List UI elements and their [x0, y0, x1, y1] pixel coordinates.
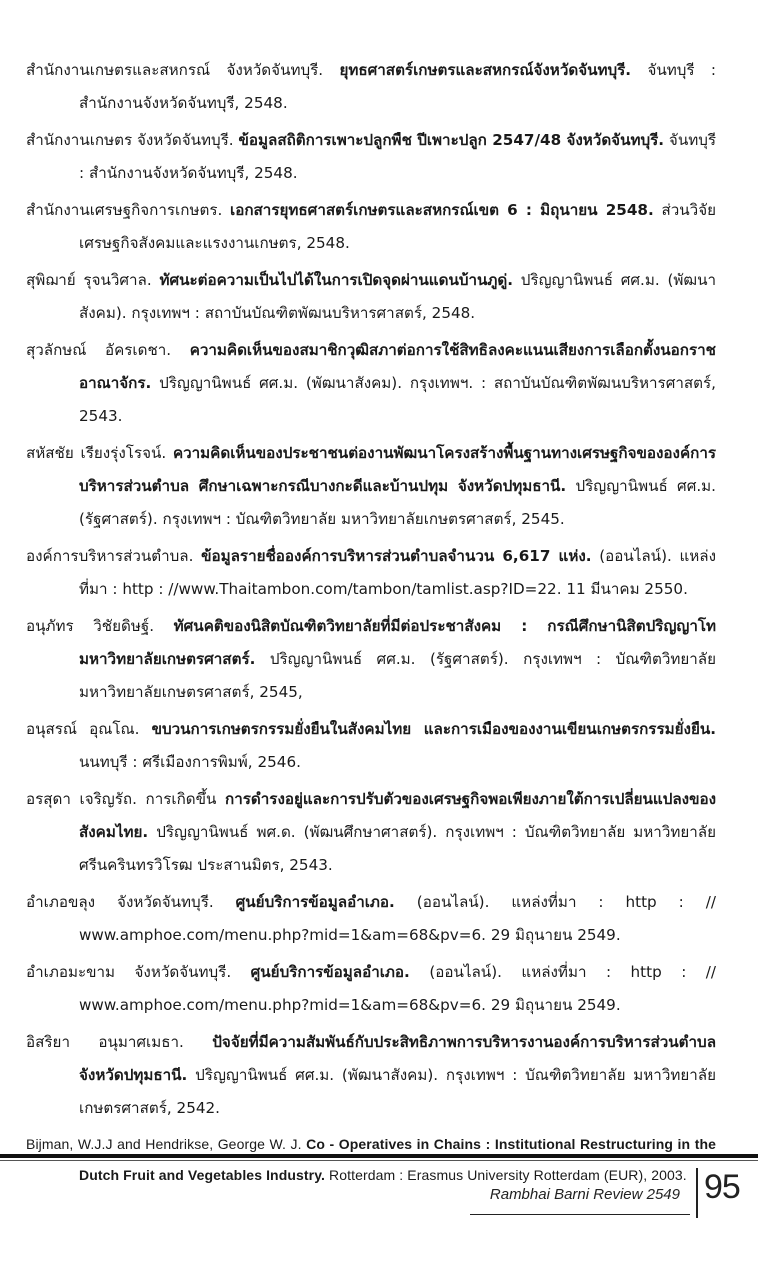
reference-entry: [26, 1026, 716, 1125]
reference-entry: [26, 334, 716, 433]
reference-details: ปริญญานิพนธ์ พศ.ด. (พัฒนศึกษาศาสตร์). กรุงเทพฯ : บัณฑิตวิทยาลัย มหาวิทยาลัยศรีนครินทรวิโรฒ ประสานมิตร, 2543.: [79, 823, 716, 874]
reference-title: การดำรงอยู่และการปรับตัวของเศรษฐกิจพอเพียงภายใต้การเปลี่ยนแปลงของสังคมไทย.: [79, 790, 716, 841]
reference-title: เอกสารยุทธศาสตร์เกษตรและสหกรณ์เขต 6 : มิถุนายน 2548.: [230, 201, 654, 219]
reference-entry: [26, 124, 716, 190]
reference-title: ศูนย์บริการข้อมูลอำเภอ.: [250, 963, 410, 981]
reference-title: ปัจจัยที่มีความสัมพันธ์กับประสิทธิภาพการบริหารงานองค์การบริหารส่วนตำบล จังหวัดปทุมธานี.: [79, 1033, 716, 1084]
reference-author: Bijman, W.J.J and Hendrikse, George W. J.: [26, 1136, 302, 1152]
reference-list: [26, 54, 716, 1195]
reference-author: สำนักงานเกษตร จังหวัดจันทบุรี.: [26, 131, 234, 149]
reference-title: ทัศนะต่อความเป็นไปได้ในการเปิดจุดผ่านแดนบ้านภูดู่.: [159, 271, 514, 289]
journal-title: Rambhai Barni Review 2549: [489, 1186, 680, 1203]
reference-details: ปริญญานิพนธ์ ศศ.ม. (รัฐศาสตร์). กรุงเทพฯ : บัณฑิตวิทยาลัย มหาวิทยาลัยเกษตรศาสตร์, 2545,: [79, 650, 717, 701]
reference-title: ข้อมูลรายชื่อองค์การบริหารส่วนตำบลจำนวน 6,617 แห่ง.: [201, 547, 592, 565]
reference-details: นนทบุรี : ศรีเมืองการพิมพ์, 2546.: [79, 753, 301, 771]
reference-entry: [26, 713, 716, 779]
reference-details: จันทบุรี : สำนักงานจังหวัดจันทบุรี, 2548.: [79, 61, 716, 112]
reference-title: ยุทธศาสตร์เกษตรและสหกรณ์จังหวัดจันทบุรี.: [339, 61, 632, 79]
reference-author: อนุภัทร วิชัยดิษฐ์.: [26, 617, 155, 635]
reference-details: Rotterdam : Erasmus University Rotterdam (EUR), 2003.: [329, 1167, 687, 1183]
reference-entry: [26, 783, 716, 882]
reference-entry: [26, 540, 716, 606]
reference-entry: [26, 194, 716, 260]
reference-author: สุพิฌาย์ รุจนวิศาล.: [26, 271, 152, 289]
footer-divider-thick: [0, 1154, 758, 1158]
reference-author: อรสุดา เจริญรัถ. การเกิดขึ้น: [26, 790, 217, 808]
reference-author: สำนักงานเกษตรและสหกรณ์ จังหวัดจันทบุรี.: [26, 61, 324, 79]
reference-title: Co - Operatives in Chains : Institutional Restructuring in the Dutch Fruit and Vegetables Industry.: [79, 1136, 716, 1183]
journal-underline: [470, 1214, 690, 1215]
reference-author: อำเภอขลุง จังหวัดจันทบุรี.: [26, 893, 214, 911]
page-number-separator: [696, 1168, 698, 1218]
reference-entry: [26, 437, 716, 536]
reference-title: ความคิดเห็นของสมาชิกวุฒิสภาต่อการใช้สิทธิลงคะแนนเสียงการเลือกตั้งนอกราชอาณาจักร.: [79, 341, 716, 392]
reference-entry: [26, 264, 716, 330]
reference-author: อนุสรณ์ อุณโณ.: [26, 720, 140, 738]
reference-title: ขบวนการเกษตรกรรมยั่งยืนในสังคมไทย และการเมืองของงานเขียนเกษตรกรรมยั่งยืน.: [151, 720, 716, 738]
reference-details: จันทบุรี : สำนักงานจังหวัดจันทบุรี, 2548.: [79, 131, 717, 182]
reference-entry: [26, 54, 716, 120]
reference-details: (ออนไลน์). แหล่งที่มา : http : // www.amphoe.com/menu.php?mid=1&am=68&pv=6. 29 มิถุนายน 2549.: [79, 893, 716, 944]
reference-title: ข้อมูลสถิติการเพาะปลูกพืช ปีเพาะปลูก 2547/48 จังหวัดจันทบุรี.: [238, 131, 665, 149]
reference-details: ปริญญานิพนธ์ ศศ.ม. (รัฐศาสตร์). กรุงเทพฯ : บัณฑิตวิทยาลัย มหาวิทยาลัยเกษตรศาสตร์, 2545.: [79, 477, 717, 528]
reference-title: ความคิดเห็นของประชาชนต่องานพัฒนาโครงสร้างพื้นฐานทางเศรษฐกิจขององค์การบริหารส่วนตำบล ศึกษาเฉพาะกรณีบางกะดีและบ้านปทุม จังหวัดปทุมธานี.: [79, 444, 717, 495]
reference-author: สุวลักษณ์ อัครเดชา.: [26, 341, 172, 359]
reference-author: อำเภอมะขาม จังหวัดจันทบุรี.: [26, 963, 232, 981]
reference-title: ศูนย์บริการข้อมูลอำเภอ.: [235, 893, 395, 911]
reference-author: อิสริยา อนุมาศเมธา.: [26, 1033, 184, 1051]
reference-details: ปริญญานิพนธ์ ศศ.ม. (พัฒนาสังคม). กรุงเทพฯ. : สถาบันบัณฑิตพัฒนบริหารศาสตร์, 2543.: [79, 374, 717, 425]
reference-entry: [26, 610, 716, 709]
page-number: 95: [704, 1168, 740, 1206]
reference-entry: [26, 886, 716, 952]
reference-title: ทัศนคติของนิสิตบัณฑิตวิทยาลัยที่มีต่อประชาสังคม : กรณีศึกษานิสิตปริญญาโทมหาวิทยาลัยเกษตรศาสตร์.: [79, 617, 717, 668]
reference-details: (ออนไลน์). แหล่งที่มา : http : // www.amphoe.com/menu.php?mid=1&am=68&pv=6. 29 มิถุนายน 2549.: [79, 963, 717, 1014]
reference-details: ส่วนวิจัยเศรษฐกิจสังคมและแรงงานเกษตร, 2548.: [79, 201, 716, 252]
reference-author: สหัสชัย เรียงรุ่งโรจน์.: [26, 444, 167, 462]
reference-author: องค์การบริหารส่วนตำบล.: [26, 547, 194, 565]
reference-details: ปริญญานิพนธ์ ศศ.ม. (พัฒนาสังคม). กรุงเทพฯ : บัณฑิตวิทยาลัย มหาวิทยาลัยเกษตรศาสตร์, 2542.: [79, 1066, 716, 1117]
reference-entry: [26, 956, 716, 1022]
reference-author: สำนักงานเศรษฐกิจการเกษตร.: [26, 201, 223, 219]
footer-divider-thin: [0, 1160, 758, 1161]
reference-details: (ออนไลน์). แหล่งที่มา : http : //www.Thaitambon.com/tambon/tamlist.asp?ID=22. 11 มีนาคม 2550.: [79, 547, 717, 598]
reference-details: ปริญญานิพนธ์ ศศ.ม. (พัฒนาสังคม). กรุงเทพฯ : สถาบันบัณฑิตพัฒนบริหารศาสตร์, 2548.: [79, 271, 717, 322]
